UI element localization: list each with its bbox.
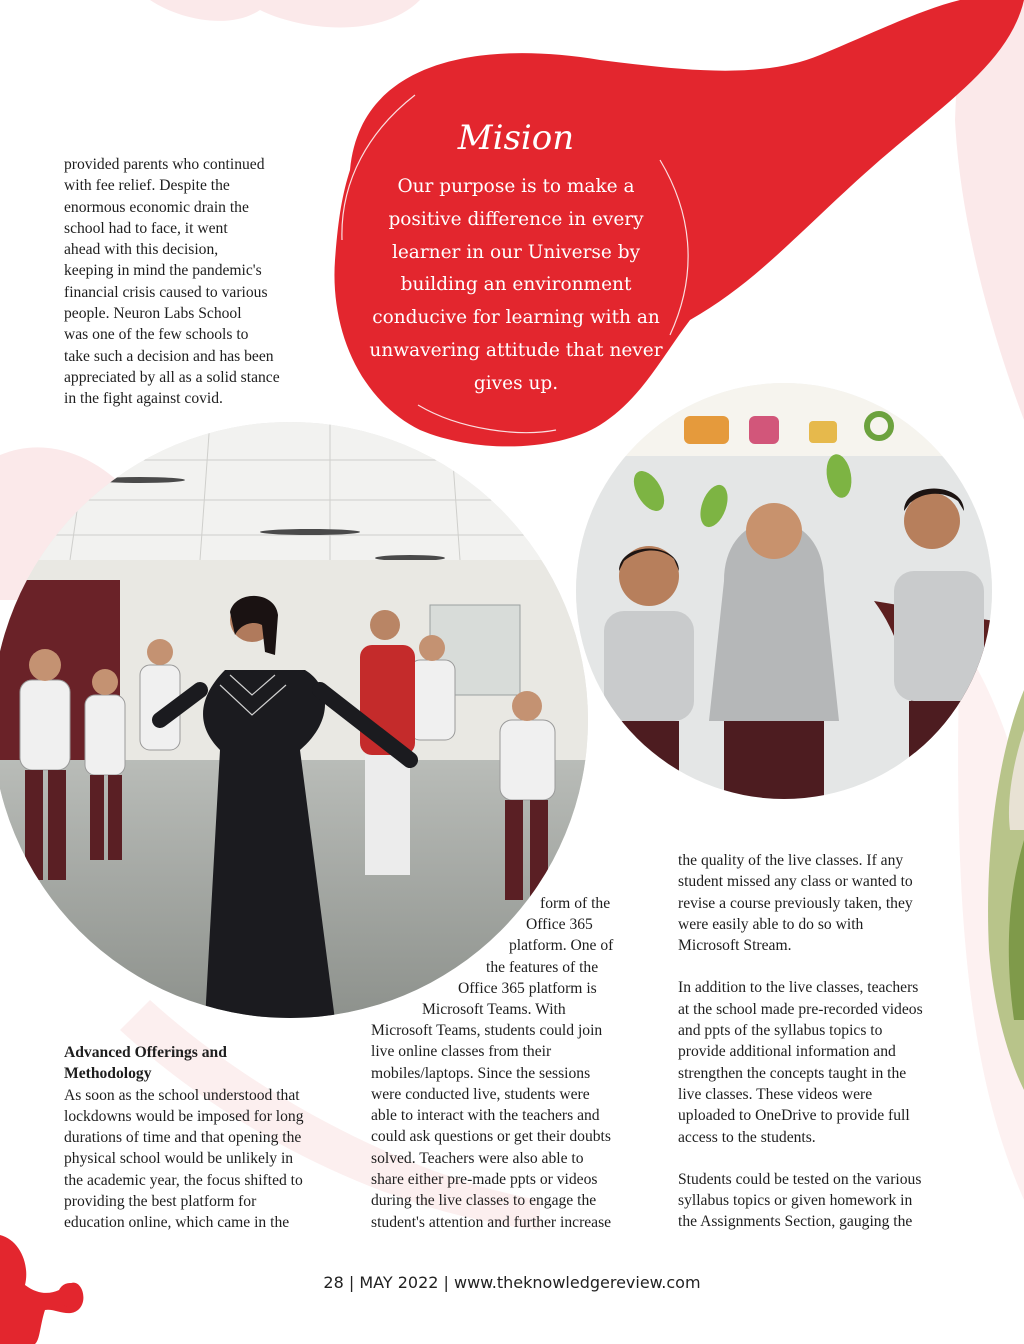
text-line: strengthen the concepts taught in the <box>678 1064 907 1082</box>
text-line: syllabus topics or given homework in <box>678 1192 913 1210</box>
text-line: were conducted live, students were <box>371 1085 590 1103</box>
text-line: provided parents who continued <box>64 156 265 173</box>
text-line: live classes. These videos were <box>678 1085 873 1103</box>
text-line: the Assignments Section, gauging the <box>678 1213 913 1231</box>
text-line: As soon as the school understood that <box>64 1086 300 1104</box>
text-line: the academic year, the focus shifted to <box>64 1171 303 1189</box>
text-line: Students could be tested on the various <box>678 1170 922 1188</box>
text-line: school had to face, it went <box>64 219 228 237</box>
wrapped-line: Microsoft Teams. With <box>422 1001 566 1018</box>
edge-photo-slice <box>984 690 1024 1090</box>
text-line: enormous economic drain the <box>64 198 249 216</box>
text-line: was one of the few schools to <box>64 326 249 344</box>
text-line: In addition to the live classes, teachers <box>678 979 919 997</box>
text-line: access to the students. <box>678 1128 816 1146</box>
text-line: Microsoft Teams, students could join <box>371 1022 603 1039</box>
mission-statement: Our purpose is to make a positive difference in every learner in our Universe by building an environment conducive for learning with an unwavering attitude that never gives up. <box>369 176 663 394</box>
wrapped-line: Office 365 platform is <box>458 980 597 997</box>
text-line: education online, which came in the <box>64 1214 290 1232</box>
text-line: keeping in mind the pandemic's <box>64 262 262 280</box>
text-line: were easily able to do so with <box>678 915 864 933</box>
pale-blob-top <box>0 0 420 28</box>
section-heading: Advanced Offerings and <box>64 1044 227 1061</box>
text-line: with fee relief. Despite the <box>64 177 230 195</box>
text-line: solved. Teachers were also able to <box>371 1149 584 1167</box>
text-line: Microsoft Stream. <box>678 937 792 955</box>
text-line: uploaded to OneDrive to provide full <box>678 1107 910 1125</box>
text-line: in the fight against covid. <box>64 390 223 408</box>
dance-class-photo <box>0 420 590 1020</box>
column-3 <box>678 850 978 1233</box>
text-line: mobiles/laptops. Since the sessions <box>371 1064 591 1082</box>
wrapped-line: form of the <box>540 895 611 912</box>
section-heading: Methodology <box>64 1065 152 1083</box>
text-line: physical school would be unlikely in <box>64 1150 294 1168</box>
text-line: and ppts of the syllabus topics to <box>678 1022 883 1040</box>
column-2 <box>371 1020 661 1233</box>
wrapped-line: platform. One of <box>509 937 614 954</box>
text-line: at the school made pre-recorded videos <box>678 1000 923 1018</box>
text-line: revise a course previously taken, they <box>678 894 913 912</box>
text-line: share either pre-made ppts or videos <box>371 1171 598 1189</box>
text-line: student missed any class or wanted to <box>678 873 913 891</box>
text-line: the quality of the live classes. If any <box>678 852 904 869</box>
text-line: people. Neuron Labs School <box>64 305 242 323</box>
text-line: lockdowns would be imposed for long <box>64 1107 304 1125</box>
text-line: financial crisis caused to various <box>64 283 268 301</box>
text-line: take such a decision and has been <box>64 347 274 365</box>
text-line: durations of time and that opening the <box>64 1129 302 1147</box>
wrapped-line: Office 365 <box>526 916 593 933</box>
text-line: student's attention and further increase <box>371 1213 612 1231</box>
text-line: could ask questions or get their doubts <box>371 1128 611 1146</box>
text-line: provide additional information and <box>678 1043 896 1061</box>
column-1 <box>64 1042 354 1234</box>
intro-paragraph <box>64 154 324 410</box>
page-footer: 28 | MAY 2022 | www.theknowledgereview.com <box>323 1273 701 1292</box>
text-line: providing the best platform for <box>64 1193 257 1211</box>
text-line: live online classes from their <box>371 1043 552 1061</box>
wrapped-line: the features of the <box>486 959 599 976</box>
text-line: able to interact with the teachers and <box>371 1107 600 1125</box>
text-line: ahead with this decision, <box>64 241 219 259</box>
text-line: during the live classes to engage the <box>371 1192 597 1210</box>
text-line: appreciated by all as a solid stance <box>64 368 280 386</box>
mission-title: Mision <box>457 118 575 158</box>
smiling-students-photo <box>574 381 994 801</box>
